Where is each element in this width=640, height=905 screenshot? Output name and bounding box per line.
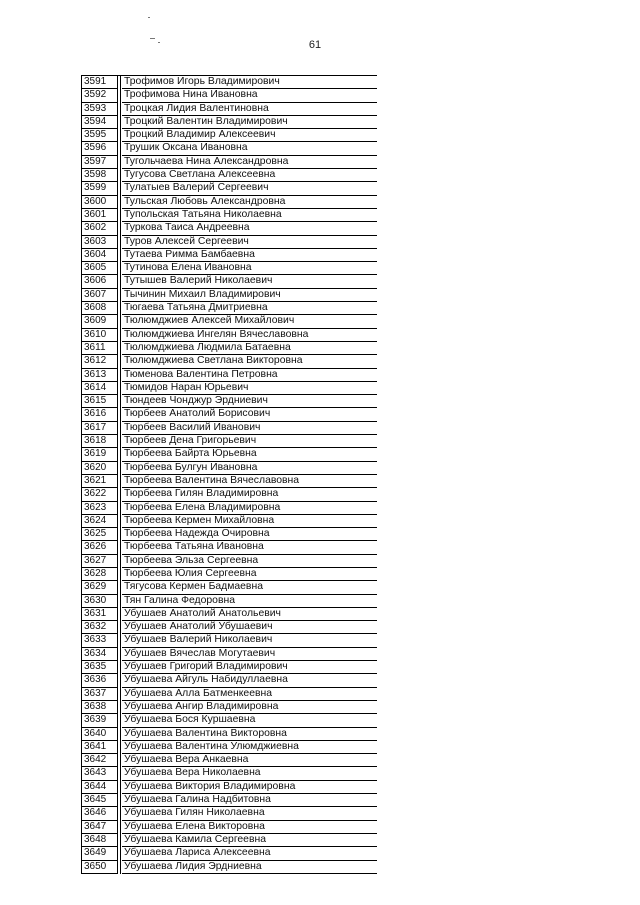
table-row <box>81 568 377 581</box>
person-name: Тюрбеев Василий Иванович <box>122 422 377 435</box>
person-name: Тюрбеева Татьяна Ивановна <box>122 541 377 554</box>
table-row <box>81 262 377 275</box>
row-number: 3622 <box>81 488 118 501</box>
table-row <box>81 435 377 448</box>
table-row <box>81 342 377 355</box>
table-row <box>81 182 377 195</box>
row-number: 3616 <box>81 408 118 421</box>
table-row <box>81 209 377 222</box>
table-row <box>81 674 377 687</box>
row-number: 3647 <box>81 821 118 834</box>
table-row <box>81 395 377 408</box>
table-row <box>81 821 377 834</box>
row-number: 3617 <box>81 422 118 435</box>
person-name: Тюрбеева Гилян Владимировна <box>122 488 377 501</box>
person-name: Тюлюмджиева Людмила Батаевна <box>122 342 377 355</box>
person-name: Убушаев Валерий Николаевич <box>122 634 377 647</box>
table-row <box>81 103 377 116</box>
table-row <box>81 89 377 102</box>
table-row <box>81 807 377 820</box>
table-row <box>81 541 377 554</box>
row-number: 3624 <box>81 515 118 528</box>
person-name: Убушаева Лидия Эрдниевна <box>122 861 377 874</box>
table-row <box>81 661 377 674</box>
person-name: Тюндеев Чонджур Эрдниевич <box>122 395 377 408</box>
row-number: 3636 <box>81 674 118 687</box>
table-row <box>81 422 377 435</box>
person-name: Тюрбеева Юлия Сергеевна <box>122 568 377 581</box>
person-name: Тюрбеев Анатолий Борисович <box>122 408 377 421</box>
person-name: Тюрбеева Эльза Сергеевна <box>122 555 377 568</box>
row-number: 3591 <box>81 76 118 89</box>
row-number: 3646 <box>81 807 118 820</box>
person-name: Тюрбеева Валентина Вячеславовна <box>122 475 377 488</box>
person-name: Тулатыев Валерий Сергеевич <box>122 182 377 195</box>
table-row <box>81 169 377 182</box>
person-name: Убушаева Камила Сергеевна <box>122 834 377 847</box>
person-name: Тугольчаева Нина Александровна <box>122 156 377 169</box>
person-name: Троцкий Владимир Алексеевич <box>122 129 377 142</box>
person-name: Туров Алексей Сергеевич <box>122 236 377 249</box>
row-number: 3614 <box>81 382 118 395</box>
row-number: 3625 <box>81 528 118 541</box>
person-name: Тюлюмджиева Светлана Викторовна <box>122 355 377 368</box>
table-row <box>81 222 377 235</box>
row-number: 3618 <box>81 435 118 448</box>
person-name: Трофимов Игорь Владимирович <box>122 76 377 89</box>
row-number: 3610 <box>81 329 118 342</box>
person-name: Тутинова Елена Ивановна <box>122 262 377 275</box>
table-row <box>81 275 377 288</box>
table-row <box>81 289 377 302</box>
row-number: 3601 <box>81 209 118 222</box>
table-row <box>81 515 377 528</box>
table-row <box>81 462 377 475</box>
person-name: Убушаева Бося Куршаевна <box>122 714 377 727</box>
person-name: Тюгаева Татьяна Дмитриевна <box>122 302 377 315</box>
table-row <box>81 754 377 767</box>
person-name: Убушаева Гилян Николаевна <box>122 807 377 820</box>
row-number: 3638 <box>81 701 118 714</box>
person-name: Трофимова Нина Ивановна <box>122 89 377 102</box>
table-row <box>81 142 377 155</box>
row-number: 3607 <box>81 289 118 302</box>
table-row <box>81 608 377 621</box>
row-number: 3623 <box>81 502 118 515</box>
person-name: Убушаева Ангир Владимировна <box>122 701 377 714</box>
person-name: Тян Галина Федоровна <box>122 595 377 608</box>
row-number: 3645 <box>81 794 118 807</box>
row-number: 3627 <box>81 555 118 568</box>
person-name: Убушаева Елена Викторовна <box>122 821 377 834</box>
scan-speck <box>150 38 155 39</box>
person-name: Тюрбеева Кермен Михайловна <box>122 515 377 528</box>
row-number: 3630 <box>81 595 118 608</box>
person-name: Тюлюмджиева Ингелян Вячеславовна <box>122 329 377 342</box>
person-name: Убушаева Галина Надбитовна <box>122 794 377 807</box>
person-name: Тюрбеева Байрта Юрьевна <box>122 448 377 461</box>
row-number: 3596 <box>81 142 118 155</box>
table-row <box>81 834 377 847</box>
table-row <box>81 315 377 328</box>
table-row <box>81 581 377 594</box>
table-row <box>81 621 377 634</box>
person-name: Убушаева Лариса Алексеевна <box>122 847 377 860</box>
table-row <box>81 502 377 515</box>
row-number: 3600 <box>81 196 118 209</box>
row-number: 3597 <box>81 156 118 169</box>
row-number: 3599 <box>81 182 118 195</box>
person-name: Тюрбеева Булгун Ивановна <box>122 462 377 475</box>
person-name: Туркова Таиса Андреевна <box>122 222 377 235</box>
row-number: 3620 <box>81 462 118 475</box>
person-name: Тюрбеева Надежда Очировна <box>122 528 377 541</box>
table-row <box>81 249 377 262</box>
person-name: Убушаев Анатолий Анатольевич <box>122 608 377 621</box>
row-number: 3631 <box>81 608 118 621</box>
table-row <box>81 76 377 89</box>
scan-speck <box>158 42 160 43</box>
table-row <box>81 329 377 342</box>
row-number: 3650 <box>81 861 118 874</box>
person-name: Тутаева Римма Бамбаевна <box>122 249 377 262</box>
table-row <box>81 648 377 661</box>
table-row <box>81 116 377 129</box>
row-number: 3605 <box>81 262 118 275</box>
row-number: 3598 <box>81 169 118 182</box>
row-number: 3608 <box>81 302 118 315</box>
person-name: Убушаева Виктория Владимировна <box>122 781 377 794</box>
table-row <box>81 488 377 501</box>
table-row <box>81 688 377 701</box>
table-row <box>81 701 377 714</box>
person-name: Троцкий Валентин Владимирович <box>122 116 377 129</box>
person-name: Тупольская Татьяна Николаевна <box>122 209 377 222</box>
table-row <box>81 847 377 860</box>
row-number: 3628 <box>81 568 118 581</box>
table-row <box>81 302 377 315</box>
scan-speck <box>148 17 150 18</box>
person-name: Убушаев Вячеслав Могутаевич <box>122 648 377 661</box>
row-number: 3644 <box>81 781 118 794</box>
table-row <box>81 714 377 727</box>
table-row <box>81 861 377 874</box>
person-name: Тюрбеева Елена Владимировна <box>122 502 377 515</box>
row-number: 3606 <box>81 275 118 288</box>
table-row <box>81 528 377 541</box>
row-number: 3603 <box>81 236 118 249</box>
person-name: Убушаева Айгуль Набидуллаевна <box>122 674 377 687</box>
table-row <box>81 196 377 209</box>
row-number: 3621 <box>81 475 118 488</box>
table-row <box>81 382 377 395</box>
row-number: 3612 <box>81 355 118 368</box>
table-row <box>81 555 377 568</box>
row-number: 3613 <box>81 369 118 382</box>
table-row <box>81 781 377 794</box>
row-number: 3602 <box>81 222 118 235</box>
row-number: 3648 <box>81 834 118 847</box>
person-name: Тульская Любовь Александровна <box>122 196 377 209</box>
row-number: 3611 <box>81 342 118 355</box>
row-number: 3626 <box>81 541 118 554</box>
person-name: Тюлюмджиев Алексей Михайлович <box>122 315 377 328</box>
name-roster-table <box>81 75 377 874</box>
person-name: Тюмидов Наран Юрьевич <box>122 382 377 395</box>
row-number: 3633 <box>81 634 118 647</box>
person-name: Убушаева Вера Николаевна <box>122 767 377 780</box>
row-number: 3629 <box>81 581 118 594</box>
person-name: Тугусова Светлана Алексеевна <box>122 169 377 182</box>
person-name: Трушик Оксана Ивановна <box>122 142 377 155</box>
person-name: Тюменова Валентина Петровна <box>122 369 377 382</box>
person-name: Убушаева Вера Анкаевна <box>122 754 377 767</box>
row-number: 3637 <box>81 688 118 701</box>
row-number: 3634 <box>81 648 118 661</box>
table-row <box>81 355 377 368</box>
person-name: Убушаев Анатолий Убушаевич <box>122 621 377 634</box>
row-number: 3642 <box>81 754 118 767</box>
person-name: Тутышев Валерий Николаевич <box>122 275 377 288</box>
table-row <box>81 369 377 382</box>
person-name: Троцкая Лидия Валентиновна <box>122 103 377 116</box>
table-row <box>81 595 377 608</box>
row-number: 3609 <box>81 315 118 328</box>
row-number: 3649 <box>81 847 118 860</box>
row-number: 3643 <box>81 767 118 780</box>
table-row <box>81 129 377 142</box>
table-row <box>81 408 377 421</box>
row-number: 3593 <box>81 103 118 116</box>
row-number: 3604 <box>81 249 118 262</box>
row-number: 3635 <box>81 661 118 674</box>
table-row <box>81 741 377 754</box>
row-number: 3615 <box>81 395 118 408</box>
table-row <box>81 767 377 780</box>
table-row <box>81 475 377 488</box>
page-number: 61 <box>308 39 322 51</box>
table-row <box>81 634 377 647</box>
row-number: 3632 <box>81 621 118 634</box>
row-number: 3595 <box>81 129 118 142</box>
person-name: Убушаева Алла Батменкеевна <box>122 688 377 701</box>
table-row <box>81 156 377 169</box>
person-name: Убушаев Григорий Владимирович <box>122 661 377 674</box>
table-row <box>81 794 377 807</box>
row-number: 3619 <box>81 448 118 461</box>
row-number: 3641 <box>81 741 118 754</box>
person-name: Убушаева Валентина Викторовна <box>122 728 377 741</box>
person-name: Тюрбеев Дена Григорьевич <box>122 435 377 448</box>
person-name: Тычинин Михаил Владимирович <box>122 289 377 302</box>
row-number: 3594 <box>81 116 118 129</box>
table-row <box>81 728 377 741</box>
row-number: 3639 <box>81 714 118 727</box>
row-number: 3640 <box>81 728 118 741</box>
person-name: Убушаева Валентина Улюмджиевна <box>122 741 377 754</box>
person-name: Тягусова Кермен Бадмаевна <box>122 581 377 594</box>
table-row <box>81 236 377 249</box>
table-row <box>81 448 377 461</box>
row-number: 3592 <box>81 89 118 102</box>
